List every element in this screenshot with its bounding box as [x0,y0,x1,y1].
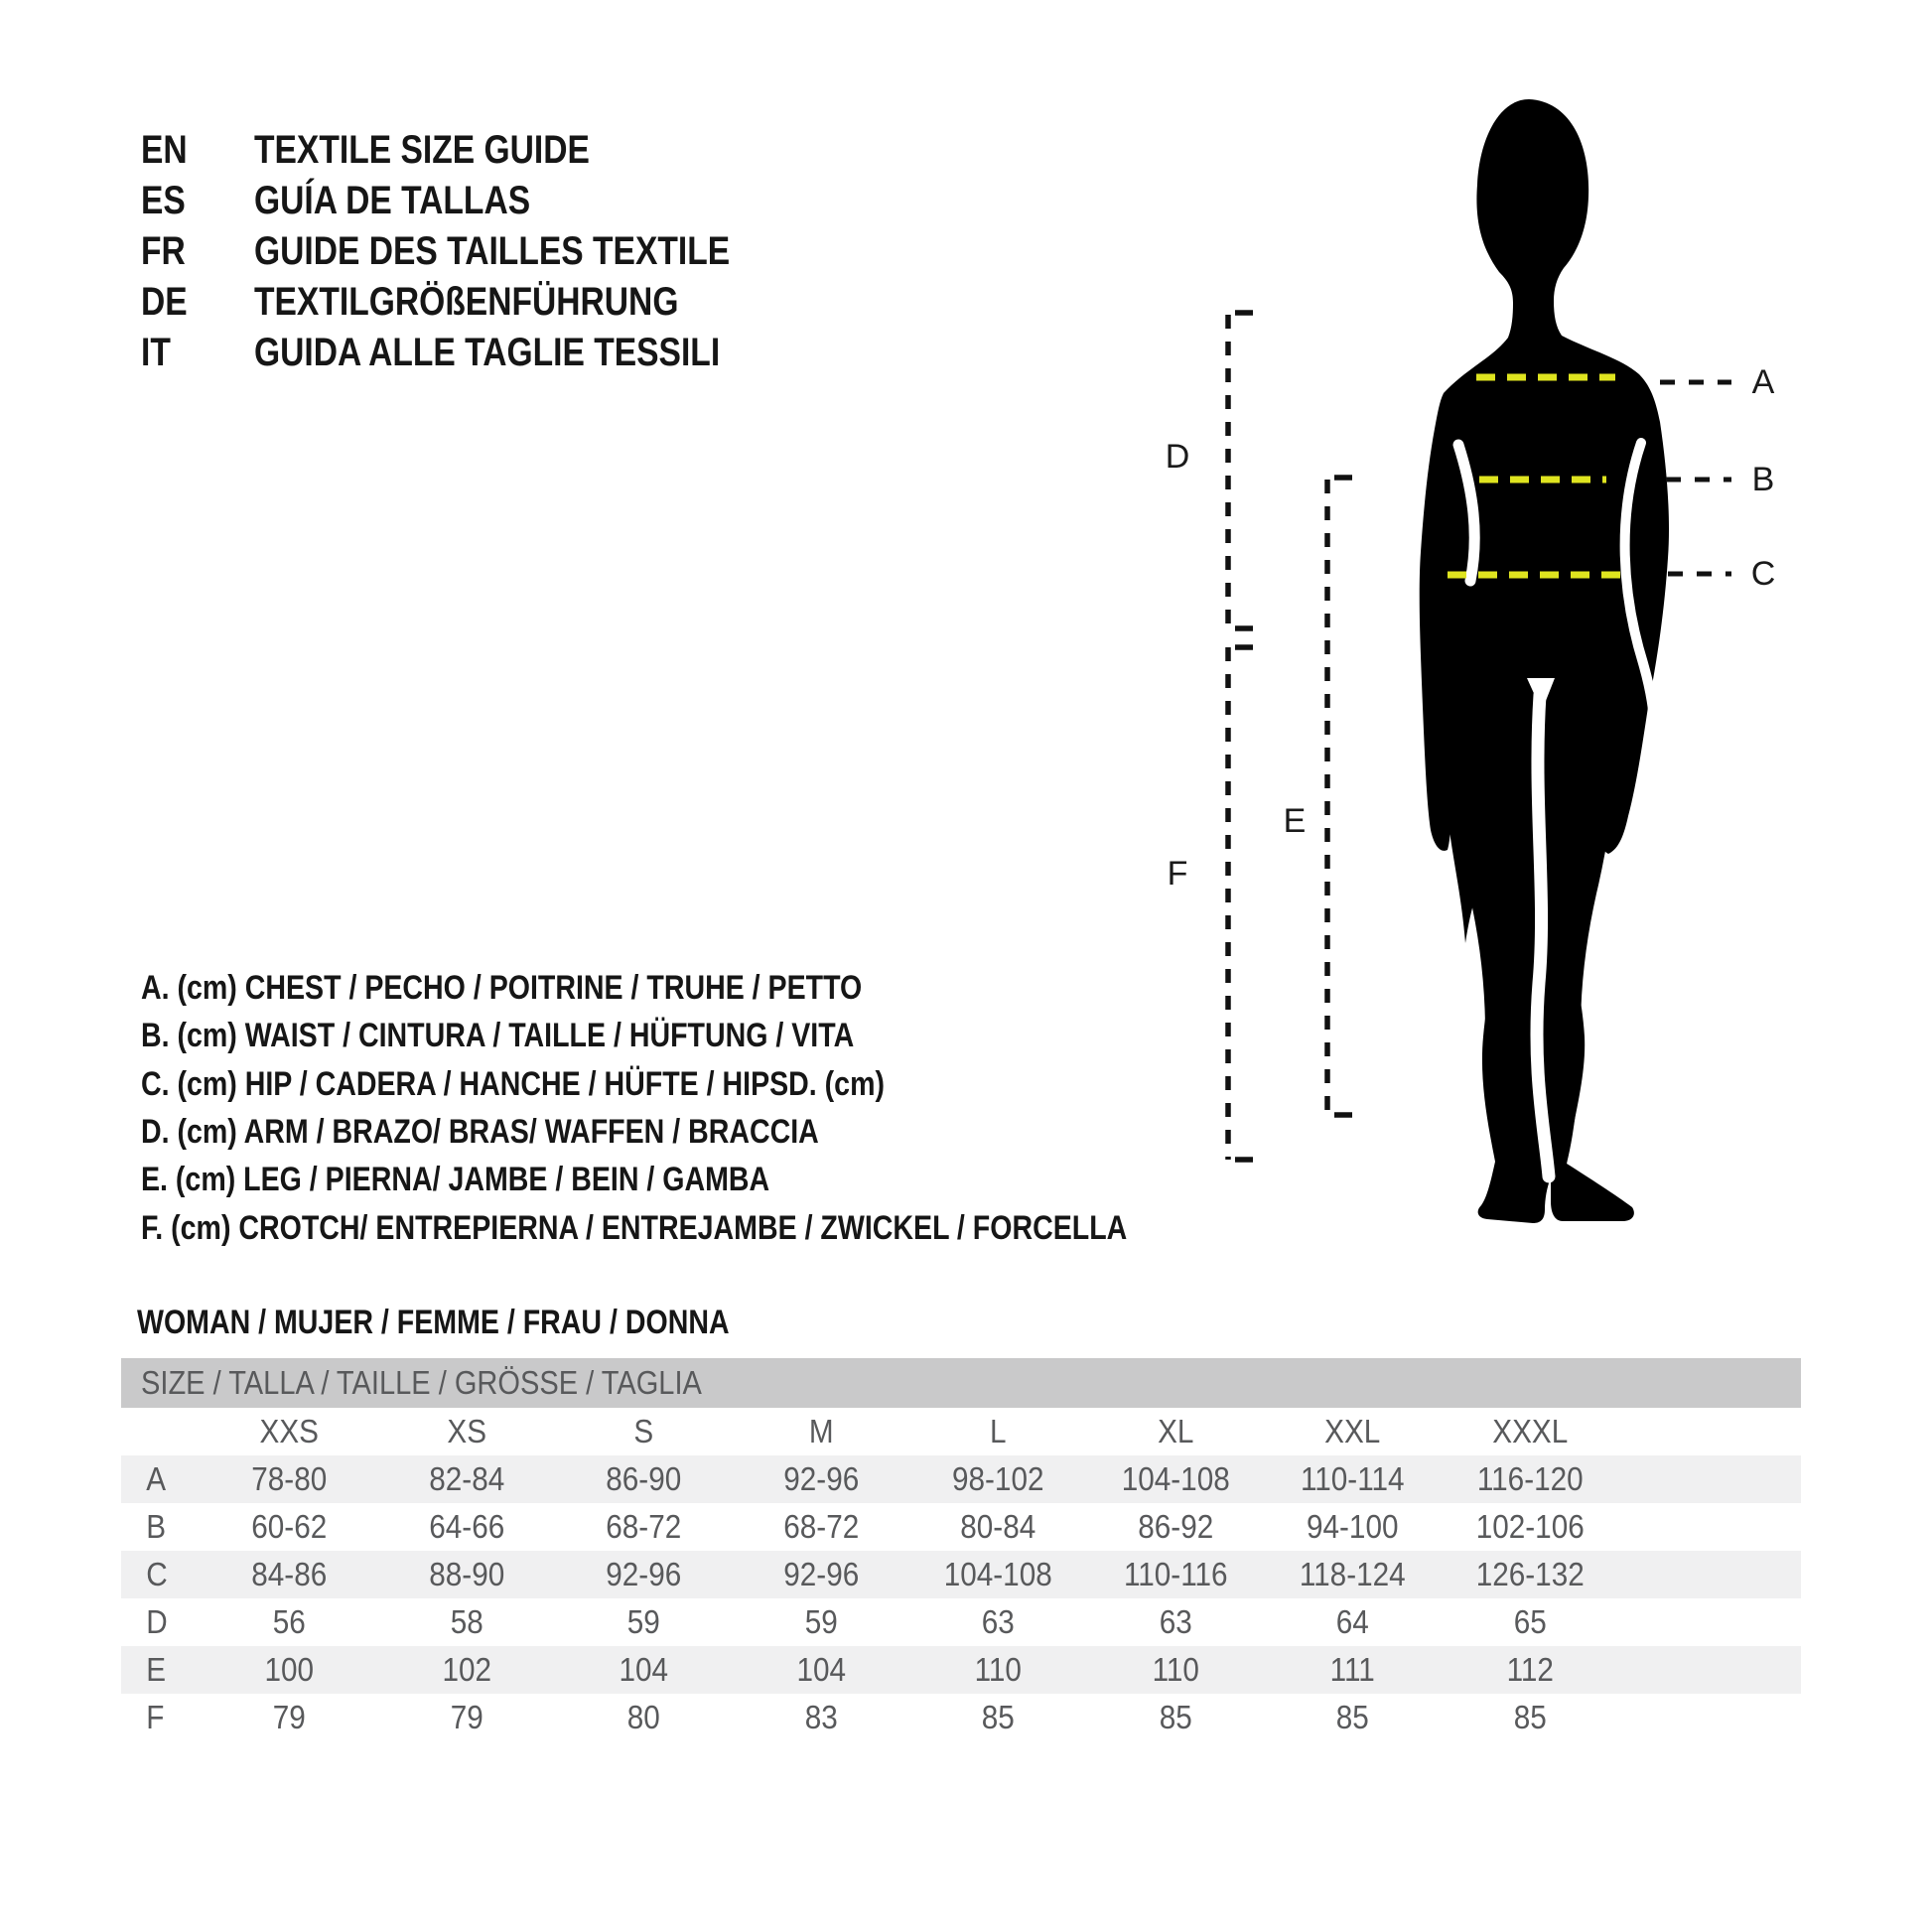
guide-title: TEXTILGRÖßENFÜHRUNG [254,280,679,324]
size-value-cell: 92-96 [782,1556,859,1592]
language-code: IT [141,331,171,374]
size-value-cell: 100 [264,1651,315,1688]
size-value-cell: 92-96 [782,1460,859,1497]
guide-title: GUÍA DE TALLAS [254,179,531,222]
measure-label-f: F [1167,855,1188,893]
size-value-cell: 60-62 [251,1508,328,1545]
size-value-cell: 92-96 [606,1556,682,1592]
language-code: DE [141,280,188,324]
size-value-cell: 86-90 [606,1460,682,1497]
size-column-header: M [808,1413,834,1449]
guide-title: GUIDE DES TAILLES TEXTILE [254,229,731,273]
size-value-cell: 126-132 [1475,1556,1585,1592]
language-row [141,178,186,223]
row-label: D [146,1603,168,1640]
language-row [141,330,171,375]
size-column-header: L [989,1413,1007,1449]
size-column-header: S [633,1413,654,1449]
size-value-cell: 64-66 [428,1508,504,1545]
size-value-cell: 59 [804,1603,838,1640]
size-column-header: XXS [259,1413,319,1449]
table-row [121,1551,1801,1598]
size-columns-row [121,1408,1801,1455]
size-value-cell: 83 [804,1699,838,1735]
size-value-cell: 102 [441,1651,491,1688]
language-code: ES [141,179,186,222]
size-value-cell: 104-108 [1121,1460,1230,1497]
measure-label-d: D [1165,438,1190,476]
language-row [141,279,188,325]
size-value-cell: 104 [795,1651,846,1688]
size-value-cell: 80-84 [960,1508,1036,1545]
leg-gap [1537,695,1549,1176]
size-value-cell: 102-106 [1475,1508,1585,1545]
size-value-cell: 85 [1335,1699,1369,1735]
measure-label-e: E [1283,802,1307,840]
size-value-cell: 88-90 [428,1556,504,1592]
language-code: FR [141,229,186,273]
language-row [141,127,188,173]
size-value-cell: 110 [1152,1651,1199,1688]
size-value-cell: 104-108 [943,1556,1052,1592]
size-value-cell: 111 [1329,1651,1375,1688]
size-value-cell: 104 [619,1651,669,1688]
size-value-cell: 58 [450,1603,483,1640]
size-value-cell: 84-86 [251,1556,328,1592]
legend-item: E. (cm) LEG / PIERNA/ JAMBE / BEIN / GAMBA [141,1161,770,1198]
language-code: EN [141,128,188,172]
size-value-cell: 98-102 [951,1460,1044,1497]
table-row [121,1598,1801,1646]
size-value-cell: 63 [981,1603,1015,1640]
size-value-cell: 110-114 [1300,1460,1405,1497]
table-row [121,1503,1801,1551]
size-value-cell: 64 [1335,1603,1369,1640]
size-column-header: XXXL [1491,1413,1568,1449]
legend-item: C. (cm) HIP / CADERA / HANCHE / HÜFTE / HIPSD. (cm) [141,1065,885,1103]
size-value-cell: 59 [626,1603,660,1640]
row-label: B [146,1508,167,1545]
size-value-cell: 85 [981,1699,1015,1735]
legend-item: F. (cm) CROTCH/ ENTREPIERNA / ENTREJAMBE / ZWICKEL / FORCELLA [141,1209,1128,1247]
size-value-cell: 112 [1506,1651,1554,1688]
size-value-cell: 82-84 [428,1460,504,1497]
measure-label-c: C [1750,555,1776,593]
row-label: F [146,1699,165,1735]
row-label: E [146,1651,167,1688]
crotch-gap [1527,678,1555,711]
gender-heading: WOMAN / MUJER / FEMME / FRAU / DONNA [137,1304,730,1341]
size-value-cell: 118-124 [1299,1556,1406,1592]
guide-title: GUIDA ALLE TAGLIE TESSILI [254,331,721,374]
size-value-cell: 68-72 [606,1508,682,1545]
size-table-header [121,1358,1801,1408]
row-label: C [146,1556,168,1592]
woman-silhouette [1420,99,1669,1223]
legend-item: D. (cm) ARM / BRAZO/ BRAS/ WAFFEN / BRACCIA [141,1113,819,1151]
size-value-cell: 79 [450,1699,483,1735]
measure-label-a: A [1751,363,1775,401]
size-value-cell: 79 [272,1699,306,1735]
table-row [121,1455,1801,1503]
size-value-cell: 56 [272,1603,306,1640]
size-table [121,1358,1801,1741]
guide-title: TEXTILE SIZE GUIDE [254,128,590,172]
size-value-cell: 85 [1513,1699,1547,1735]
size-value-cell: 86-92 [1137,1508,1213,1545]
size-value-cell: 85 [1159,1699,1192,1735]
size-value-cell: 65 [1513,1603,1547,1640]
size-value-cell: 68-72 [782,1508,859,1545]
woman-silhouette [1438,556,1628,1164]
size-column-header: XS [446,1413,486,1449]
size-column-header: XXL [1324,1413,1381,1449]
size-column-header: XL [1157,1413,1193,1449]
legend-item: A. (cm) CHEST / PECHO / POITRINE / TRUHE / PETTO [141,969,863,1007]
size-value-cell: 110-116 [1123,1556,1228,1592]
size-value-cell: 94-100 [1306,1508,1399,1545]
arm-body-gap-right [1625,443,1655,743]
legend-item: B. (cm) WAIST / CINTURA / TAILLE / HÜFTUNG / VITA [141,1017,855,1054]
table-row [121,1646,1801,1694]
table-row [121,1694,1801,1741]
row-label: A [146,1460,167,1497]
size-value-cell: 80 [626,1699,660,1735]
language-row [141,228,186,274]
size-value-cell: 110 [974,1651,1022,1688]
measure-label-b: B [1751,461,1775,498]
arm-body-gap-left [1458,445,1474,581]
size-value-cell: 78-80 [251,1460,328,1497]
size-value-cell: 116-120 [1476,1460,1584,1497]
size-table-header-label: SIZE / TALLA / TAILLE / GRÖSSE / TAGLIA [141,1364,702,1401]
size-value-cell: 63 [1159,1603,1192,1640]
